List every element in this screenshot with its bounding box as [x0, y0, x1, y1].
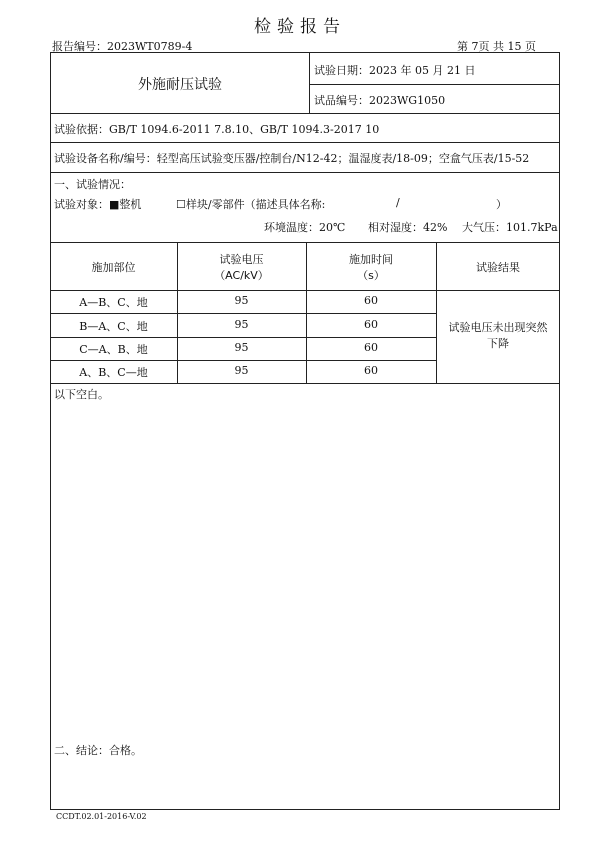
checkbox-checked-icon: ■	[109, 198, 120, 211]
whole-machine-option: 整机	[119, 198, 142, 211]
row-time: 60	[364, 364, 378, 377]
row-part: B—A、C、地	[79, 320, 148, 333]
blank-note: 以下空白。	[54, 388, 109, 401]
sample-part-label: 样块/零部件（描述具体名称:	[185, 198, 326, 211]
row-part: C—A、B、地	[79, 343, 148, 356]
row-part: A、B、C—地	[79, 366, 148, 379]
report-number-value: 2023WT0789-4	[107, 40, 193, 53]
table-row-line	[50, 337, 436, 338]
form-code: CCDT.02.01-2016-V.02	[56, 812, 147, 821]
test-name: 外施耐压试验	[138, 77, 222, 93]
test-result	[436, 320, 560, 352]
row-voltage: 95	[234, 341, 249, 354]
test-date-label: 试验日期：	[314, 64, 369, 77]
header-time	[306, 251, 436, 283]
situation-heading: 一、试验情况：	[54, 178, 131, 191]
test-equipment-label: 试验设备名称/编号：	[54, 152, 157, 165]
table-bottom-line	[50, 383, 560, 384]
checkbox-unchecked-icon: ☐	[176, 198, 186, 211]
table-top-line	[50, 242, 560, 243]
sample-part-slash: /	[396, 196, 400, 209]
relative-humidity: 相对湿度：42%	[368, 221, 448, 234]
test-equipment-value: 轻型高压试验变压器/控制台/N12-42；温湿度表/18-09；空盒气压表/15-52	[156, 152, 530, 165]
atmospheric-pressure: 大气压：101.7kPa	[462, 221, 558, 234]
sample-number	[314, 92, 445, 108]
header-voltage	[177, 251, 306, 283]
page-info: 第 7页 共 15 页	[457, 40, 536, 53]
test-basis	[54, 121, 379, 137]
header-divider-vertical	[309, 52, 310, 114]
sample-number-value: 2023WG1050	[369, 94, 446, 107]
header-voltage-line1: 试验电压	[219, 253, 264, 266]
test-equipment	[54, 150, 529, 166]
test-basis-label: 试验依据：	[54, 123, 109, 136]
table-row-line	[50, 360, 436, 361]
row-part: A—B、C、地	[79, 296, 148, 309]
env-temperature: 环境温度：20℃	[264, 221, 346, 234]
header-voltage-line2: （AC/kV）	[214, 269, 269, 282]
sample-part-close: ）	[496, 198, 507, 211]
row-voltage: 95	[234, 294, 249, 307]
conclusion: 二、结论：合格。	[54, 744, 142, 757]
header-divider-mid	[309, 84, 560, 85]
sample-part-option	[176, 196, 325, 212]
header-divider-bottom	[50, 113, 560, 114]
header-time-line2: （s）	[357, 269, 385, 282]
test-object-label: 试验对象：	[54, 198, 109, 211]
table-header-line	[50, 290, 560, 291]
report-number-label: 报告编号：	[52, 40, 107, 53]
header-time-line1: 施加时间	[349, 253, 393, 266]
header-result: 试验结果	[476, 261, 520, 274]
sample-number-label: 试品编号：	[314, 94, 369, 107]
header-part: 施加部位	[91, 261, 136, 274]
row-voltage: 95	[234, 318, 249, 331]
test-basis-value: GB/T 1094.6-2011 7.8.10、GB/T 1094.3-2017 10	[109, 123, 380, 136]
row-time: 60	[364, 294, 378, 307]
test-date-value: 2023 年 05 月 21 日	[369, 64, 476, 77]
document-title: 检验报告	[254, 17, 346, 37]
basis-divider	[50, 142, 560, 143]
equipment-divider	[50, 172, 560, 173]
test-date	[314, 62, 475, 78]
row-voltage: 95	[234, 364, 249, 377]
test-result-line2: 下降	[487, 337, 509, 350]
test-object-line	[54, 196, 141, 212]
row-time: 60	[364, 341, 378, 354]
table-row-line	[50, 313, 436, 314]
test-result-line1: 试验电压未出现突然	[448, 321, 548, 334]
row-time: 60	[364, 318, 378, 331]
